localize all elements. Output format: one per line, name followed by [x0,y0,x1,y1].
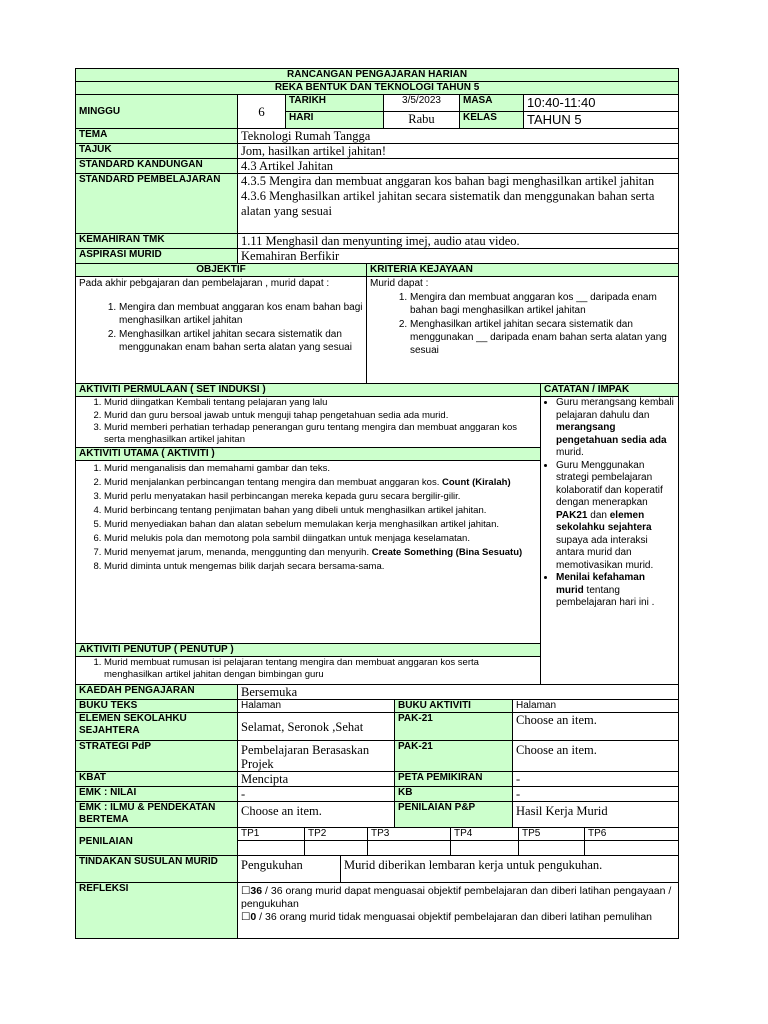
permulaan-item: 2. Murid dan guru bersoal jawab untuk menguji tahap pengetahuan sedia ada murid. [104,410,537,422]
emk-nilai-label: EMK : NILAI [76,787,238,802]
tarikh-value[interactable]: 3/5/2023 [384,95,460,112]
refleksi-item-not-mastered: ☐0 / 36 orang murid tidak menguasai objektif pembelajaran dan diberi latihan pemulihan [241,911,653,923]
objektif-item: 2. Menghasilkan artikel jahitan secara sistematik dan menggunakan enam bahan serta alatan yang sesuai [119,328,363,354]
tema-value[interactable]: Teknologi Rumah Tangga [238,129,679,144]
utama-heading: AKTIVITI UTAMA ( AKTIVITI ) [76,447,540,461]
tindakan-value[interactable]: Pengukuhan [238,856,341,883]
peta-pemikiran-label: PETA PEMIKIRAN [395,772,513,787]
emk-ilmu-label: EMK : ILMU & PENDEKATAN BERTEMA [76,802,238,828]
penilaian-pp-label: PENILAIAN P&P [395,802,513,828]
aspirasi-murid-value[interactable]: Kemahiran Berfikir [238,249,679,264]
utama-item: 3. Murid perlu menyatakan hasil perbincangan mereka kepada guru secara bergilir-gilir. [104,491,537,503]
utama-item: 5. Murid menyediakan bahan dan alatan sebelum memulakan kerja menghasilkan artikel jahitan. [104,519,537,531]
strategi-value[interactable]: Pembelajaran Berasaskan Projek [238,741,395,772]
sp-item-1: 4.3.5 Mengira dan membuat anggaran kos bahan bagi menghasilkan artikel jahitan [241,174,655,188]
hari-label: HARI [286,112,384,129]
penilaian-pp-value[interactable]: Hasil Kerja Murid [513,802,679,828]
masa-value[interactable]: 10:40-11:40 [524,95,679,112]
plan-title: RANCANGAN PENGAJARAN HARIAN [76,69,679,82]
permulaan-heading: AKTIVITI PERMULAAN ( SET INDUKSI ) [76,384,541,397]
catatan-item: • Menilai kefahaman murid tentang pembelajaran hari ini . [556,572,675,610]
pak21-dropdown[interactable]: Choose an item. [513,741,679,772]
tp-cell[interactable] [305,841,368,856]
activities-column [76,397,541,685]
tajuk-value[interactable]: Jom, hasilkan artikel jahitan! [238,144,679,159]
tp-header: TP6 [585,828,679,841]
tp-cell[interactable] [238,841,305,856]
objektif-heading: OBJEKTIF [76,264,367,277]
header-table [75,68,679,129]
pak21-label: PAK-21 [395,713,513,741]
kb-label: KB [395,787,513,802]
kriteria-intro: Murid dapat : [370,278,429,289]
checkbox-icon[interactable]: ☐ [241,885,251,897]
kriteria-heading: KRITERIA KEJAYAAN [367,264,679,277]
kaedah-label: KAEDAH PENGAJARAN [76,685,238,700]
minggu-label: MINGGU [76,95,238,129]
tp-header: TP2 [305,828,368,841]
permulaan-item: 3. Murid memberi perhatian terhadap penerangan guru tentang mengira dan membuat anggaran kos serta menghasilkan artikel jahitan [104,422,537,445]
utama-item: 1. Murid menganalisis dan memahami gambar dan teks. [104,463,537,475]
catatan-content[interactable] [541,397,679,685]
tp-header: TP1 [238,828,305,841]
checkbox-icon[interactable]: ☐ [241,911,251,923]
standard-table [75,128,679,264]
permulaan-content[interactable] [76,397,540,447]
permulaan-item: 1. Murid diingatkan Kembali tentang pelajaran yang lalu [104,397,537,409]
kemahiran-tmk-label: KEMAHIRAN TMK [76,234,238,249]
kriteria-item: 2. Menghasilkan artikel jahitan secara sistematik dan menggunakan __ daripada enam bahan serta alatan yang sesuai [410,318,675,357]
kbat-label: KBAT [76,772,238,787]
penutup-content[interactable] [76,657,540,684]
utama-item: 8. Murid diminta untuk mengemas bilik darjah secara bersama-sama. [104,561,537,573]
objective-table [75,263,679,384]
objektif-intro: Pada akhir pebgajaran dan pembelajaran , murid dapat : [79,278,330,289]
kb-value[interactable]: - [513,787,679,802]
pak21-label: PAK-21 [395,741,513,772]
kelas-label: KELAS [460,112,524,129]
standard-kandungan-label: STANDARD KANDUNGAN [76,159,238,174]
elemen-label: ELEMEN SEKOLAHKU SEJAHTERA [76,713,238,741]
kbat-value[interactable]: Mencipta [238,772,395,787]
peta-pemikiran-value[interactable]: - [513,772,679,787]
tindakan-note[interactable]: Murid diberikan lembaran kerja untuk pengukuhan. [341,856,679,883]
lesson-plan-sheet [75,68,678,939]
catatan-item: • Guru Menggunakan strategi pembelajaran kolaboratif dan koperatif dengan menerapkan PAK21 dan elemen sekolahku sejahtera supaya ada interaksi antara murid dan memotivasikan murid. [556,460,675,573]
tindakan-label: TINDAKAN SUSULAN MURID [76,856,238,883]
catatan-heading: CATATAN / IMPAK [541,384,679,397]
utama-content[interactable] [76,461,540,643]
standard-pembelajaran-label: STANDARD PEMBELAJARAN [76,174,238,234]
kriteria-content[interactable] [367,277,679,384]
utama-item: 4. Murid berbincang tentang penjimatan bahan yang dibeli untuk menghasilkan artikel jahitan. [104,505,537,517]
sp-item-2: 4.3.6 Menghasilkan artikel jahitan secara sistematik dan menggunakan bahan serta alatan yang sesuai [241,189,655,218]
standard-pembelajaran-value[interactable] [238,174,679,234]
tema-label: TEMA [76,129,238,144]
tajuk-label: TAJUK [76,144,238,159]
buku-teks-value[interactable]: Halaman [238,700,395,713]
utama-item: 2. Murid menjalankan perbincangan tentang mengira dan membuat anggaran kos. Count (Kiralah) [104,477,537,489]
utama-item: 6. Murid melukis pola dan memotong pola sambil diingatkan untuk menjaga keselamatan. [104,533,537,545]
tp-header: TP3 [368,828,451,841]
kemahiran-tmk-value[interactable]: 1.11 Menghasil dan menyunting imej, audio atau video. [238,234,679,249]
activity-table [75,383,679,684]
aspirasi-murid-label: ASPIRASI MURID [76,249,238,264]
tindakan-table [75,855,679,939]
catatan-item: • Guru merangsang kembali pelajaran dahulu dan merangsang pengetahuan sedia ada murid. [556,397,675,460]
tp-cell[interactable] [519,841,585,856]
penutup-heading: AKTIVITI PENUTUP ( PENUTUP ) [76,643,540,657]
refleksi-label: REFLEKSI [76,883,238,939]
tp-cell[interactable] [368,841,451,856]
penilaian-table [75,827,679,856]
plan-subtitle: REKA BENTUK DAN TEKNOLOGI TAHUN 5 [76,82,679,95]
emk-ilmu-dropdown[interactable]: Choose an item. [238,802,395,828]
minggu-value[interactable]: 6 [238,95,286,129]
standard-kandungan-value[interactable]: 4.3 Artikel Jahitan [238,159,679,174]
tp-cell[interactable] [585,841,679,856]
tarikh-label: TARIKH [286,95,384,112]
pak21-dropdown[interactable]: Choose an item. [513,713,679,741]
objektif-item: 1. Mengira dan membuat anggaran kos enam bahan bagi menghasilkan artikel jahitan [119,301,363,327]
objektif-content[interactable] [76,277,367,384]
refleksi-content[interactable] [238,883,679,939]
emk-nilai-value[interactable]: - [238,787,395,802]
refleksi-item-mastered: ☐36 / 36 orang murid dapat menguasai objektif pembelajaran dan diberi latihan pengayaan / pengukuhan [241,885,672,910]
tp-header: TP5 [519,828,585,841]
tp-cell[interactable] [451,841,519,856]
hari-value[interactable]: Rabu [384,112,460,129]
kriteria-item: 1. Mengira dan membuat anggaran kos __ daripada enam bahan bagi menghasilkan artikel jahitan [410,291,675,317]
strategi-label: STRATEGI PdP [76,741,238,772]
kelas-value[interactable]: TAHUN 5 [524,112,679,129]
lower-table [75,684,679,828]
utama-item: 7. Murid menyemat jarum, menanda, menggunting dan menyurih. Create Something (Bina Sesuatu) [104,547,537,559]
buku-teks-label: BUKU TEKS [76,700,238,713]
tp-header: TP4 [451,828,519,841]
buku-aktiviti-value[interactable]: Halaman [513,700,679,713]
kaedah-value[interactable]: Bersemuka [238,685,679,700]
masa-label: MASA [460,95,524,112]
buku-aktiviti-label: BUKU AKTIVITI [395,700,513,713]
penilaian-label: PENILAIAN [76,828,238,856]
elemen-value[interactable]: Selamat, Seronok ,Sehat [238,713,395,741]
penutup-item: 1. Murid membuat rumusan isi pelajaran tentang mengira dan membuat anggaran kos serta menghasilkan artikel jahitan dengan bimbingan guru [104,657,537,681]
